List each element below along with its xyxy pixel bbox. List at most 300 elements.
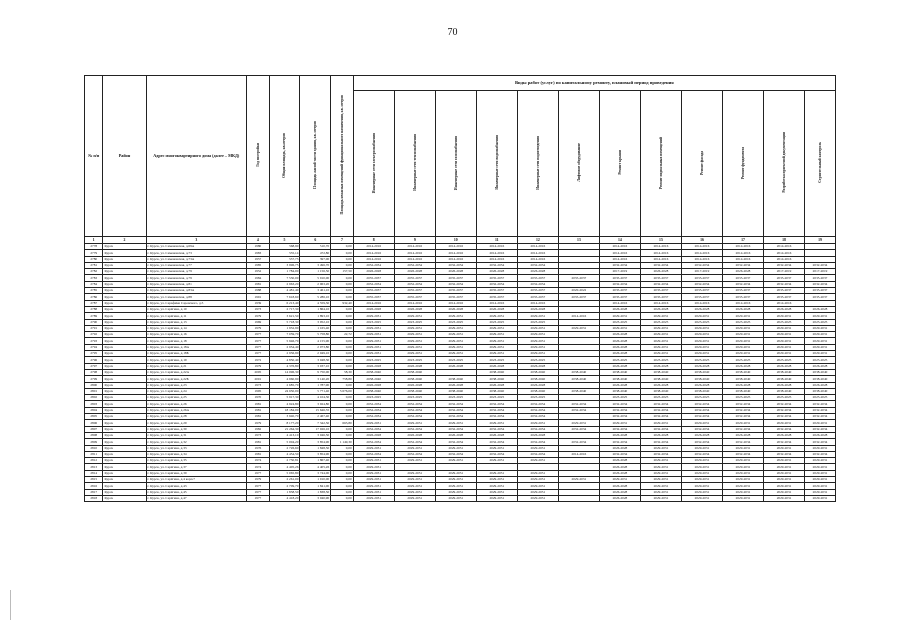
table-cell: 2038-2040 [394,388,435,394]
table-cell: 2032-2034 [517,439,558,445]
table-cell: 2014-2016 [476,244,517,250]
table-cell: 2023-2025 [435,395,476,401]
table-cell: 1 149,30 [331,439,354,445]
table-cell: 2029-2031 [723,420,764,426]
table-cell: 1 910,00 [300,476,331,482]
table-cell: 2781 [85,262,103,268]
table-cell: 2026-2028 [640,432,681,438]
table-cell: 2791 [85,325,103,331]
table-cell: 2029-2031 [435,420,476,426]
table-cell: 2029-2031 [435,325,476,331]
table-cell: г. Курск, ул. Семеновская, д.81 [146,281,247,287]
table-cell: 2029-2031 [723,445,764,451]
table-cell: 0,00 [331,483,354,489]
column-number-cell: 19 [805,237,836,244]
table-cell: 2032-2034 [599,407,640,413]
table-cell: Курск [103,269,146,275]
table-cell: 2032-2034 [435,414,476,420]
table-cell: г. Курск, ул. Семеновская, д.79 [146,269,247,275]
table-cell: 2029-2031 [394,483,435,489]
table-cell: 2026-2028 [681,432,722,438]
header-work-10: Ремонт фундамента [723,91,764,237]
table-cell: 2014-2016 [764,244,805,250]
table-cell: 2026-2028 [394,382,435,388]
table-cell: 2784 [85,281,103,287]
table-cell: 0,00 [331,414,354,420]
table-cell: 2026-2028 [681,363,722,369]
table-cell: 2035-2037 [681,275,722,281]
table-cell: 2023-2025 [681,319,722,325]
table-cell: 2029-2031 [681,420,722,426]
table-cell: 2026-2028 [476,432,517,438]
table-cell: 2032-2034 [435,439,476,445]
table-cell: 1991 [247,294,270,300]
table-cell: 1981 [247,439,270,445]
table-cell: 2029-2031 [723,483,764,489]
table-cell: 2 963,20 [300,281,331,287]
table-cell: 2035-2037 [435,294,476,300]
table-cell: 2029-2031 [723,489,764,495]
column-number-cell: 14 [599,237,640,244]
table-cell: 2038-2040 [640,376,681,382]
table-cell: 7 530,00 [269,275,300,281]
table-cell: 2026-2028 [394,306,435,312]
table-cell: 2014-2016 [681,300,722,306]
table-cell: 4 559,30 [300,300,331,306]
column-number-cell: 4 [247,237,270,244]
table-cell: Курск [103,338,146,344]
table-cell: 2812 [85,458,103,464]
table-cell: 2035-2037 [599,275,640,281]
table-cell: 2026-2028 [517,432,558,438]
table-cell: 2029-2031 [353,489,394,495]
table-cell: 2038-2040 [681,376,722,382]
table-cell: 2029-2031 [681,325,722,331]
table-cell: 2029-2031 [681,445,722,451]
table-cell: 1977 [247,351,270,357]
table-cell: 2023-2025 [805,319,836,325]
table-cell: 2032-2034 [476,262,517,268]
table-cell: 2026-2028 [640,269,681,275]
table-cell: 2032-2034 [640,426,681,432]
table-cell: 2029-2031 [353,483,394,489]
table-cell: 2026-2028 [517,306,558,312]
table-cell: 2798 [85,369,103,375]
table-cell: 2035-2037 [517,288,558,294]
table-cell: 2029-2031 [640,458,681,464]
table-cell: 2029-2031 [805,332,836,338]
table-cell: г. Курск, ул. Семеновская, д.83А [146,288,247,294]
header-work-8: Ремонт подвальных помещений [640,91,681,237]
table-cell: 2026-2028 [394,363,435,369]
table-cell: 2026-2028 [805,306,836,312]
table-cell: Курск [103,369,146,375]
table-cell: 2038-2040 [805,388,836,394]
table-cell: Курск [103,244,146,250]
table-cell: 2032-2034 [640,262,681,268]
table-cell: 2038-2040 [353,369,394,375]
table-cell: 2029-2031 [476,313,517,319]
table-cell: 2029-2031 [517,420,558,426]
table-cell: 2026-2028 [353,269,394,275]
table-cell: 2023-2025 [681,357,722,363]
table-cell: 1977 [247,338,270,344]
table-cell: 0,00 [331,426,354,432]
table-cell: 2035-2037 [723,288,764,294]
table-cell: 2026-2028 [599,432,640,438]
table-cell: 2029-2031 [640,445,681,451]
table-cell: Курск [103,344,146,350]
table-cell: 2026-2028 [394,269,435,275]
table-cell: г. Курск, ул. Серёгина, д.26 [146,401,247,407]
table-cell: 2029-2031 [764,458,805,464]
table-cell: 2029-2031 [723,351,764,357]
table-cell: 0,00 [331,275,354,281]
table-cell: 0,00 [331,319,354,325]
table-cell: Курск [103,464,146,470]
table-cell: 3 140,20 [300,376,331,382]
table-cell: 2032-2034 [517,414,558,420]
table-cell: 2026-2028 [723,363,764,369]
table-cell: г. Курск, ул. Серёгина, д.19 [146,357,247,363]
table-cell: г. Курск, ул. Серёгина, д.28 [146,414,247,420]
table-cell: 2029-2031 [517,344,558,350]
table-cell: 3 924,80 [300,401,331,407]
table-cell: 2029-2031 [353,420,394,426]
table-cell: г. Курск, ул. Серёгина, д.37 [146,464,247,470]
table-cell: 2029-2031 [764,445,805,451]
table-cell: 3 744,00 [300,470,331,476]
table-cell: 2035-2037 [353,275,394,281]
table-cell: 2029-2031 [517,489,558,495]
table-cell: 2 467,40 [300,414,331,420]
table-cell: 2782 [85,269,103,275]
table-cell: 2029-2031 [805,420,836,426]
table-cell: Курск [103,250,146,256]
table-cell: г. Курск, ул. Серёгина, д.34 [146,451,247,457]
table-cell: 2026-2028 [476,269,517,275]
table-cell: 2026-2028 [435,432,476,438]
table-cell: 2032-2034 [394,401,435,407]
table-cell: 2029-2031 [435,344,476,350]
table-cell: 2029-2031 [517,338,558,344]
table-cell: 2035-2037 [723,294,764,300]
table-cell: 2029-2031 [476,332,517,338]
table-cell: г. Курск, ул. Серёгина, д.32 [146,439,247,445]
table-cell: 2035-2037 [764,294,805,300]
table-cell: 537,73 [269,256,300,262]
table-cell: 1981 [247,414,270,420]
table-cell: 1979 [247,476,270,482]
table-cell: 2023-2025 [599,319,640,325]
table-cell: 1 848,50 [300,445,331,451]
header-area-living: Площадь жилой части здания, кв. метров [300,76,331,237]
table-cell: г. Курск, ул. Серёгина, д.16 [146,332,247,338]
table-cell: 1976 [247,445,270,451]
table-cell: 2035-2037 [517,294,558,300]
table-cell: 3 048,30 [300,357,331,363]
table-cell: 2038-2040 [723,369,764,375]
column-number-cell: 13 [558,237,599,244]
table-cell: 2810 [85,445,103,451]
table-cell: 2032-2034 [805,281,836,287]
table-cell: 2032-2034 [723,426,764,432]
table-cell: 2023-2025 [764,319,805,325]
table-cell: 2026-2028 [599,458,640,464]
table-cell: 2029-2031 [476,344,517,350]
table-cell: 2029-2031 [517,470,558,476]
table-cell: 2029-2031 [681,351,722,357]
table-cell: 2035-2037 [353,288,394,294]
table-cell: 2026-2028 [599,483,640,489]
table-cell: 2029-2031 [681,344,722,350]
table-cell: 2035-2037 [640,288,681,294]
table-cell: 2029-2031 [476,351,517,357]
table-cell: 1979 [247,313,270,319]
table-cell: 7 618,60 [269,294,300,300]
table-cell: 2014-2016 [640,256,681,262]
column-number-cell: 17 [723,237,764,244]
table-cell: 0,00 [331,262,354,268]
table-cell: 5 065,80 [269,470,300,476]
table-cell: 2029-2031 [394,458,435,464]
table-cell: 5 946,70 [269,338,300,344]
table-cell: 2014-2016 [681,256,722,262]
column-number-cell: 1 [85,237,103,244]
table-cell: 0,00 [331,382,354,388]
table-cell: 2026-2028 [681,382,722,388]
table-cell: 4 924,80 [269,401,300,407]
table-cell: 1979 [247,325,270,331]
table-cell: 2014-2016 [353,244,394,250]
table-cell: 2029-2031 [805,325,836,331]
table-cell: 2802 [85,395,103,401]
table-cell: 2807 [85,426,103,432]
table-cell: 0,00 [331,451,354,457]
table-cell: 2032-2034 [723,439,764,445]
table-cell: 2029-2031 [640,476,681,482]
table-cell: 2029-2031 [476,489,517,495]
table-cell: г. Курск, ул. Серёгина, д.35 [146,458,247,464]
header-work-12: Строительный контроль [805,91,836,237]
table-cell: 2032-2034 [599,451,640,457]
column-number-cell: 7 [331,237,354,244]
table-cell: 2029-2031 [353,325,394,331]
table-cell: 2035-2037 [394,288,435,294]
table-cell: 0,00 [331,395,354,401]
table-cell: 2001 [247,376,270,382]
table-cell: 2032-2034 [599,262,640,268]
table-cell: 9 750,00 [300,369,331,375]
table-cell: 2032-2034 [353,439,394,445]
table-cell: 2032-2034 [558,401,599,407]
table-cell: 2029-2031 [394,313,435,319]
table-cell: 2014-2016 [353,300,394,306]
table-cell: 2032-2034 [805,262,836,268]
table-cell: 2032-2034 [764,451,805,457]
table-cell: 2035-2037 [558,275,599,281]
table-cell: 1 932,90 [269,325,300,331]
table-cell: Курск [103,300,146,306]
table-cell: 2023-2025 [599,395,640,401]
table-cell: 2014-2016 [517,250,558,256]
table-cell: 2035-2037 [764,288,805,294]
table-cell: 2005 [247,369,270,375]
table-cell: 2029-2031 [517,483,558,489]
table-cell: 2014-2016 [435,244,476,250]
table-cell: 2786 [85,294,103,300]
table-cell: 2029-2031 [394,338,435,344]
header-address: Адрес многоквартирного дома (далее – МКД) [146,76,247,237]
table-cell: 2029-2031 [517,351,558,357]
table-cell: 2029-2031 [517,332,558,338]
table-cell: 2017-2019 [681,269,722,275]
table-cell: 2029-2031 [517,445,558,451]
table-body [85,237,836,502]
table-cell: 2035-2037 [394,275,435,281]
table-cell: 2032-2034 [681,401,722,407]
table-cell: 2029-2031 [394,344,435,350]
table-cell: 7 059,70 [269,332,300,338]
table-cell: 2026-2028 [640,306,681,312]
table-cell: Курск [103,382,146,388]
table-cell: 1984 [247,275,270,281]
table-cell: 2026-2028 [353,306,394,312]
table-cell: 2 963,20 [269,281,300,287]
table-cell: 2032-2034 [764,439,805,445]
table-cell: 2038-2040 [764,376,805,382]
table-cell: 1977 [247,470,270,476]
table-cell: 2014-2016 [640,250,681,256]
table-cell: 2023-2025 [517,357,558,363]
table-cell: 5 910,00 [300,275,331,281]
table-cell: 2026-2028 [805,382,836,388]
table-cell: Курск [103,376,146,382]
table-cell: 4 155,90 [300,338,331,344]
table-cell: 0,00 [331,351,354,357]
table-cell: 0,00 [331,401,354,407]
table-cell: Курск [103,401,146,407]
table-cell: 2032-2034 [476,451,517,457]
table-cell: 5 771,40 [300,388,331,394]
table-cell: Курск [103,388,146,394]
table-cell: 1979 [247,420,270,426]
table-cell: 2032-2034 [435,401,476,407]
table-cell: 2035-2037 [805,288,836,294]
table-cell: Курск [103,262,146,268]
table-cell: 2014-2016 [476,300,517,306]
table-cell: 0,00 [331,458,354,464]
table-cell: 2029-2031 [805,313,836,319]
table-cell: 2029-2031 [435,313,476,319]
table-cell: 2038-2040 [435,376,476,382]
table-cell: 7 342,50 [300,420,331,426]
table-cell: 3 854,90 [300,439,331,445]
table-cell: 2038-2040 [723,388,764,394]
table-cell: 2032-2034 [558,439,599,445]
table-cell: 157,50 [331,269,354,275]
table-cell: 2035-2037 [476,288,517,294]
column-number-cell: 2 [103,237,146,244]
table-cell: 2032-2034 [681,451,722,457]
table-cell: 2809 [85,439,103,445]
column-number-cell: 10 [435,237,476,244]
table-cell: 2029-2031 [764,420,805,426]
table-cell: 4 454,50 [269,451,300,457]
table-cell: 2038-2040 [764,369,805,375]
table-cell: 1977 [247,332,270,338]
header-area-nonresidential: Площадь нежилых помещений функционального назначения, кв. метров [331,76,354,237]
table-cell: 2014-2016 [394,300,435,306]
table-cell: г. Курск, ул. Серёгина, д.21 [146,363,247,369]
table-cell: 1980 [247,244,270,250]
table-cell: Курск [103,256,146,262]
column-number-cell: 6 [300,237,331,244]
table-cell: 1 838,50 [269,489,300,495]
table-cell: 4 104,30 [300,395,331,401]
table-cell: 1 893,10 [300,313,331,319]
table-cell: 2038-2040 [517,369,558,375]
table-cell: 2026-2028 [599,306,640,312]
table-cell: 3 037,10 [300,363,331,369]
table-cell: 2029-2031 [640,332,681,338]
table-cell: Курск [103,420,146,426]
table-cell: 2035-2037 [476,275,517,281]
table-cell: 2038-2040 [805,376,836,382]
table-cell: 2032-2034 [517,407,558,413]
table-cell: 2032-2034 [764,414,805,420]
table-cell: 2023-2025 [435,357,476,363]
table-cell: Курск [103,458,146,464]
table-cell: 2026-2028 [764,306,805,312]
table-cell: 2014-2016 [764,300,805,306]
table-cell: 1988 [247,288,270,294]
table-cell: 2029-2031 [353,338,394,344]
table-cell: 3 496,70 [300,262,331,268]
table-cell: 2806 [85,420,103,426]
table-cell: 2032-2034 [764,407,805,413]
table-cell: 2014-2016 [394,244,435,250]
table-cell: 2014-2016 [599,250,640,256]
table-cell: 2026-2028 [805,363,836,369]
table-cell: 2029-2031 [353,313,394,319]
header-work-1: Инженерные сети электроснабжения [353,91,394,237]
table-cell: 2032-2034 [764,401,805,407]
table-cell: 2032-2034 [764,262,805,268]
table-cell: 2038-2040 [517,388,558,394]
table-cell: 2029-2031 [640,344,681,350]
table-cell: 4 481,40 [269,288,300,294]
table-cell: 2816 [85,483,103,489]
table-cell: 1939 [247,300,270,306]
table-cell: 2023-2025 [394,357,435,363]
table-cell: 2815 [85,476,103,482]
table-cell: 2 049,10 [300,351,331,357]
table-cell: 2032-2034 [353,401,394,407]
table-cell: 2 936,90 [269,351,300,357]
table-cell: г. Курск, ул. Семеновская, д.73А [146,256,247,262]
table-cell: 2032-2034 [517,262,558,268]
table-cell: 2026-2028 [435,306,476,312]
table-cell: 2818 [85,495,103,501]
table-cell: 5 004,20 [269,439,300,445]
table-cell: 2032-2034 [353,281,394,287]
table-cell: 2014-2016 [640,300,681,306]
header-work-7: Ремонт крыши [599,91,640,237]
table-cell: 3 996,75 [269,262,300,268]
table-cell: 510,70 [300,244,331,250]
table-cell: 2032-2034 [476,281,517,287]
